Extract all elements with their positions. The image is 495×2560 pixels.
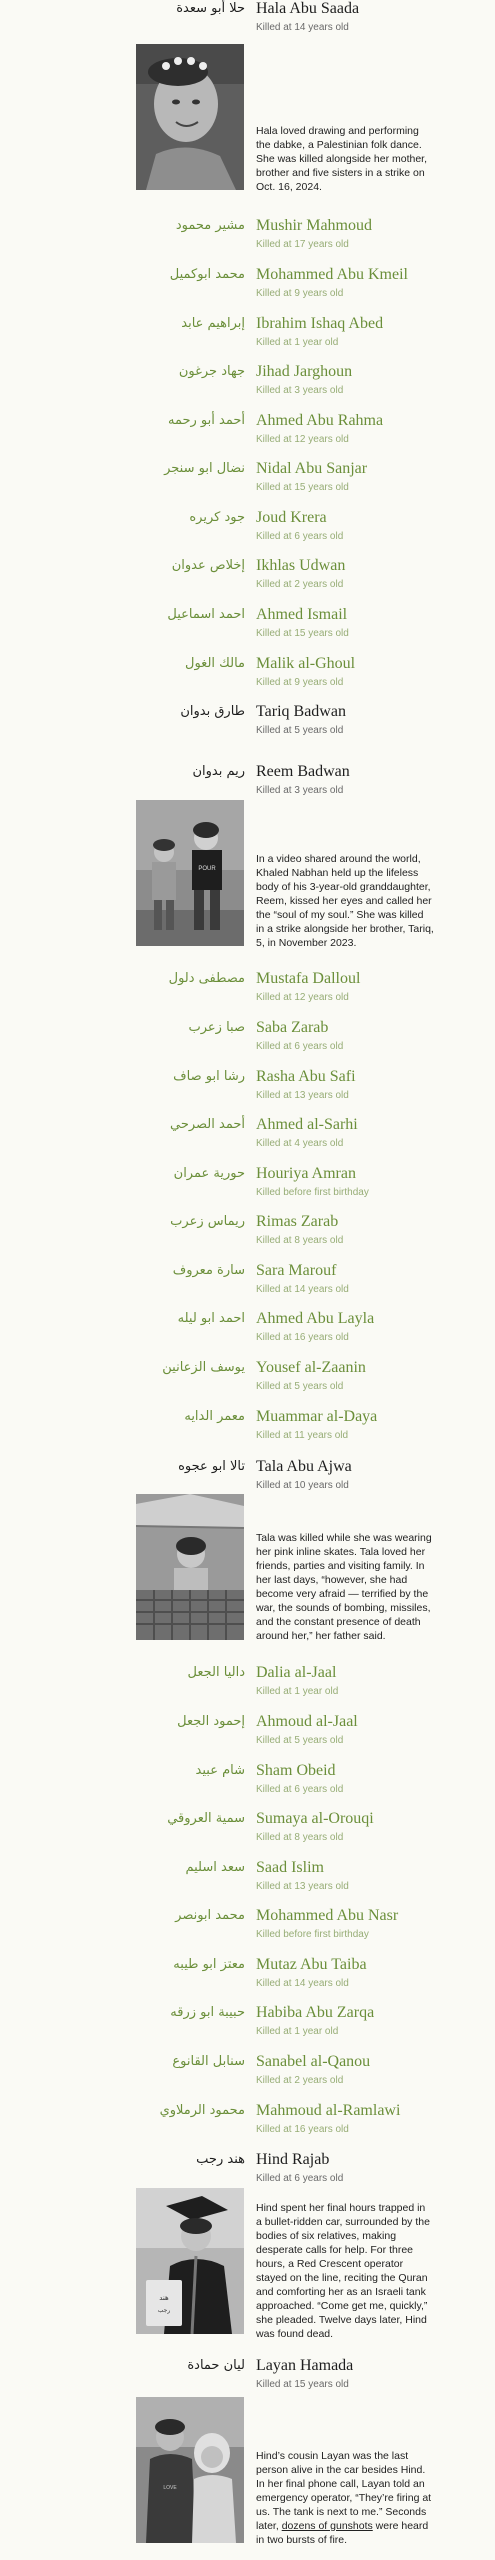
victim-entry-sara-marouf xyxy=(0,1262,495,1302)
arabic-name: ريم بدوان xyxy=(192,764,245,779)
victim-name: Ibrahim Ishaq Abed xyxy=(256,315,384,332)
arabic-name: ليان حمادة xyxy=(187,2358,245,2373)
victim-name: Ahmed Ismail xyxy=(256,606,348,623)
arabic-name: مالك الغول xyxy=(185,656,245,671)
age-at-death: Killed at 1 year old xyxy=(256,1686,339,1697)
victim-entry-tariq-badwan xyxy=(0,703,495,743)
victim-name: Mushir Mahmoud xyxy=(256,217,372,234)
arabic-name: ريماس زعرب xyxy=(170,1214,245,1229)
age-at-death: Killed at 3 years old xyxy=(256,785,344,796)
victim-entry-sham-obeid xyxy=(0,1762,495,1802)
arabic-name: سعد اسليم xyxy=(185,1860,245,1875)
victim-name: Nidal Abu Sanjar xyxy=(256,460,368,477)
age-at-death: Killed at 14 years old xyxy=(256,1978,349,1989)
victim-name: Sumaya al-Orouqi xyxy=(256,1810,374,1827)
arabic-name: إحمود الجعل xyxy=(177,1714,245,1729)
victim-entry-houriya-amran xyxy=(0,1165,495,1205)
victim-entry-ahmed-al-sarhi xyxy=(0,1116,495,1156)
arabic-name: جود كريره xyxy=(189,510,245,525)
arabic-name: احمد ابو ليله xyxy=(177,1311,245,1326)
victim-name: Mohammed Abu Nasr xyxy=(256,1907,399,1924)
story-text-end: were heard in two bursts of fire. xyxy=(256,2520,429,2546)
age-at-death: Killed at 4 years old xyxy=(256,1138,344,1149)
victim-entry-sanabel-al-qanou xyxy=(0,2053,495,2093)
victim-name: Malik al-Ghoul xyxy=(256,655,356,672)
victim-entry-malik-al-ghoul xyxy=(0,655,495,695)
arabic-name: شام عبيد xyxy=(195,1763,245,1778)
victim-name: Ahmed Abu Layla xyxy=(256,1310,375,1327)
victim-name: Rimas Zarab xyxy=(256,1213,339,1230)
arabic-name: أحمد الصرحي xyxy=(169,1117,245,1132)
age-at-death: Killed at 2 years old xyxy=(256,2075,344,2086)
arabic-name: رشا ابو صاف xyxy=(173,1069,245,1084)
victim-name: Mustafa Dalloul xyxy=(256,970,361,987)
victim-entry-ahmed-abu-rahma xyxy=(0,412,495,452)
victim-entry-muammar-al-daya xyxy=(0,1408,495,1448)
arabic-name: محمد ابونصر xyxy=(175,1908,245,1923)
victim-name: Yousef al-Zaanin xyxy=(256,1359,366,1376)
age-at-death: Killed at 5 years old xyxy=(256,725,344,736)
arabic-name: يوسف الزعانين xyxy=(162,1360,245,1375)
age-at-death: Killed at 9 years old xyxy=(256,288,344,299)
arabic-name: حبيبة ابو زرقه xyxy=(170,2005,245,2020)
victim-name: Hala Abu Saada xyxy=(256,0,360,17)
victim-entry-ahmed-ismail xyxy=(0,606,495,646)
age-at-death: Killed at 6 years old xyxy=(256,2173,344,2184)
age-at-death: Killed at 11 years old xyxy=(256,1430,349,1441)
age-at-death: Killed at 5 years old xyxy=(256,1381,344,1392)
victim-entry-reem-badwan xyxy=(0,763,495,803)
age-at-death: Killed at 2 years old xyxy=(256,579,344,590)
arabic-name: سارة معروف xyxy=(172,1263,245,1278)
age-at-death: Killed at 13 years old xyxy=(256,1881,349,1892)
victim-name: Sara Marouf xyxy=(256,1262,337,1279)
victim-entry-ikhlas-udwan xyxy=(0,557,495,597)
victim-name: Ikhlas Udwan xyxy=(256,557,346,574)
story-hind-rajab xyxy=(256,2201,434,2341)
age-at-death: Killed before first birthday xyxy=(256,1929,369,1940)
victim-entry-sumaya-al-orouqi xyxy=(0,1810,495,1850)
age-at-death: Killed at 16 years old xyxy=(256,2124,349,2135)
victim-name: Rasha Abu Safi xyxy=(256,1068,356,1085)
victim-entry-habiba-abu-zarqa xyxy=(0,2004,495,2044)
story-text: Hind’s cousin Layan was the last person alive in the car besides Hind. In her final phone call, Layan told an emergency operator, “They’re firing at us. The tank is next to me.” Seconds later, xyxy=(256,2450,432,2532)
victim-entry-nidal-abu-sanjar xyxy=(0,460,495,500)
story-layan-hamada xyxy=(256,2449,434,2547)
victim-entry-rasha-abu-safi xyxy=(0,1068,495,1108)
gunshots-link[interactable]: dozens of gunshots xyxy=(281,2520,373,2532)
age-at-death: Killed at 6 years old xyxy=(256,1041,344,1052)
victim-name: Ahmed al-Sarhi xyxy=(256,1116,358,1133)
story-text: Tala was killed while she was wearing her pink inline skates. Tala loved her friends, parties and visiting family. In her last days, “however, she had become very afraid — terrified by the war, the sounds of bombing, missiles, and the constant presence of death around her,” her father said. xyxy=(256,1532,432,1642)
svg-text:هند: هند xyxy=(159,2294,169,2302)
portrait-photo-reem-badwan xyxy=(136,800,244,946)
story-reem-badwan xyxy=(256,852,434,950)
story-text: Hind spent her final hours trapped in a bullet-ridden car, surrounded by the bodies of six relatives, making desperate calls for help. For three hours, a Red Crescent operator stayed on the line, reciting the Quran and comforting her as an Israeli tank approached. “Come get me, quickly,” she pleaded. Twelve days later, Hind was found dead. xyxy=(256,2202,430,2340)
victim-entry-dalia-al-jaal xyxy=(0,1664,495,1704)
arabic-name: مشير محمود xyxy=(175,218,245,233)
arabic-name: نضال ابو سنجر xyxy=(164,461,245,476)
age-at-death: Killed at 8 years old xyxy=(256,1235,344,1246)
portrait-photo-hala-abu-saada xyxy=(136,44,244,190)
age-at-death: Killed at 3 years old xyxy=(256,385,344,396)
arabic-name: صبا زعرب xyxy=(188,1020,245,1035)
arabic-name: جهاد جرغون xyxy=(178,364,245,379)
portrait-photo-hind-rajab xyxy=(136,2188,244,2334)
victim-name: Houriya Amran xyxy=(256,1165,356,1182)
age-at-death: Killed at 6 years old xyxy=(256,1784,344,1795)
age-at-death: Killed at 1 year old xyxy=(256,2026,339,2037)
arabic-name: أحمد أبو رحمه xyxy=(168,413,245,428)
age-at-death: Killed at 15 years old xyxy=(256,2379,349,2390)
victim-name: Sham Obeid xyxy=(256,1762,336,1779)
arabic-name: محمد ابوكميل xyxy=(169,267,245,282)
arabic-name: احمد اسماعيل xyxy=(167,607,245,622)
arabic-name: محمود الرملاوي xyxy=(159,2103,245,2118)
victim-entry-ibrahim-ishaq-abed xyxy=(0,315,495,355)
story-tala-abu-ajwa xyxy=(256,1531,434,1643)
victim-name: Muammar al-Daya xyxy=(256,1408,378,1425)
victim-name: Saba Zarab xyxy=(256,1019,329,1036)
arabic-name: طارق بدوان xyxy=(180,704,245,719)
victim-name: Tariq Badwan xyxy=(256,703,346,720)
victim-name: Jihad Jarghoun xyxy=(256,363,353,380)
portrait-photo-tala-abu-ajwa xyxy=(136,1494,244,1640)
age-at-death: Killed at 16 years old xyxy=(256,1332,349,1343)
victim-name: Ahmed Abu Rahma xyxy=(256,412,384,429)
victim-entry-mohammed-abu-kmeil xyxy=(0,266,495,306)
victim-entry-yousef-al-zaanin xyxy=(0,1359,495,1399)
arabic-name: مصطفى دلول xyxy=(168,971,245,986)
age-at-death: Killed at 5 years old xyxy=(256,1735,344,1746)
victim-entry-hala-abu-saada xyxy=(0,0,495,40)
arabic-name: سمية العروقي xyxy=(167,1811,245,1826)
victim-entry-saba-zarab xyxy=(0,1019,495,1059)
victim-entry-ahmoud-al-jaal xyxy=(0,1713,495,1753)
age-at-death: Killed at 9 years old xyxy=(256,677,344,688)
age-at-death: Killed at 15 years old xyxy=(256,482,349,493)
svg-text:LOVE: LOVE xyxy=(163,2485,177,2491)
story-text: Hala loved drawing and performing the dabke, a Palestinian folk dance. She was killed alongside her mother, brother and five sisters in a strike on Oct. 16, 2024. xyxy=(256,125,428,193)
arabic-name: هند رجب xyxy=(196,2152,245,2167)
victim-name: Mohammed Abu Kmeil xyxy=(256,266,408,283)
victim-entry-ahmed-abu-layla xyxy=(0,1310,495,1350)
victim-name: Reem Badwan xyxy=(256,763,350,780)
age-at-death: Killed at 14 years old xyxy=(256,1284,349,1295)
victim-entry-mushir-mahmoud xyxy=(0,217,495,257)
victim-entry-layan-hamada xyxy=(0,2357,495,2397)
victim-name: Tala Abu Ajwa xyxy=(256,1458,352,1475)
age-at-death: Killed at 15 years old xyxy=(256,628,349,639)
arabic-name: معتز ابو طيبه xyxy=(173,1957,245,1972)
arabic-name: إبراهيم عابد xyxy=(181,316,245,331)
victim-name: Mahmoud al-Ramlawi xyxy=(256,2102,401,2119)
arabic-name: سنابل القانوع xyxy=(172,2054,245,2069)
age-at-death: Killed before first birthday xyxy=(256,1187,369,1198)
victim-entry-saad-islim xyxy=(0,1859,495,1899)
victim-entry-hind-rajab xyxy=(0,2151,495,2191)
victim-entry-rimas-zarab xyxy=(0,1213,495,1253)
arabic-name: حلا أبو سعدة xyxy=(176,1,245,16)
victim-entry-mohammed-abu-nasr xyxy=(0,1907,495,1947)
story-text: In a video shared around the world, Khaled Nabhan held up the lifeless body of his 3-year-old granddaughter, Reem, kissed her eyes and called her the “soul of my soul.” She was killed in a strike alongside her brother, Tariq, 5, in November 2023. xyxy=(256,853,434,949)
svg-text:POUR: POUR xyxy=(198,866,216,872)
arabic-name: حورية عمران xyxy=(173,1166,245,1181)
victim-name: Mutaz Abu Taiba xyxy=(256,1956,367,1973)
victim-name: Dalia al-Jaal xyxy=(256,1664,337,1681)
arabic-name: تالا ابو عجوه xyxy=(178,1459,245,1474)
arabic-name: معمر الدايه xyxy=(184,1409,245,1424)
age-at-death: Killed at 13 years old xyxy=(256,1090,349,1101)
victim-name: Ahmoud al-Jaal xyxy=(256,1713,358,1730)
age-at-death: Killed at 12 years old xyxy=(256,992,349,1003)
age-at-death: Killed at 8 years old xyxy=(256,1832,344,1843)
story-hala-abu-saada xyxy=(256,124,434,194)
age-at-death: Killed at 6 years old xyxy=(256,531,344,542)
victim-entry-mahmoud-al-ramlawi xyxy=(0,2102,495,2142)
victim-name: Sanabel al-Qanou xyxy=(256,2053,371,2070)
age-at-death: Killed at 12 years old xyxy=(256,434,349,445)
arabic-name: إخلاص عدوان xyxy=(171,558,245,573)
portrait-photo-layan-hamada xyxy=(136,2397,244,2543)
victim-entry-jihad-jarghoun xyxy=(0,363,495,403)
svg-text:رجب: رجب xyxy=(157,2307,171,2314)
victim-name: Saad Islim xyxy=(256,1859,324,1876)
victim-entry-mutaz-abu-taiba xyxy=(0,1956,495,1996)
age-at-death: Killed at 17 years old xyxy=(256,239,349,250)
victim-name: Joud Krera xyxy=(256,509,327,526)
arabic-name: داليا الجعل xyxy=(187,1665,245,1680)
victim-entry-mustafa-dalloul xyxy=(0,970,495,1010)
age-at-death: Killed at 14 years old xyxy=(256,22,349,33)
victim-name: Layan Hamada xyxy=(256,2357,354,2374)
victim-name: Habiba Abu Zarqa xyxy=(256,2004,375,2021)
victim-entry-tala-abu-ajwa xyxy=(0,1458,495,1498)
age-at-death: Killed at 1 year old xyxy=(256,337,339,348)
victim-name: Hind Rajab xyxy=(256,2151,330,2168)
age-at-death: Killed at 10 years old xyxy=(256,1480,349,1491)
victim-entry-joud-krera xyxy=(0,509,495,549)
